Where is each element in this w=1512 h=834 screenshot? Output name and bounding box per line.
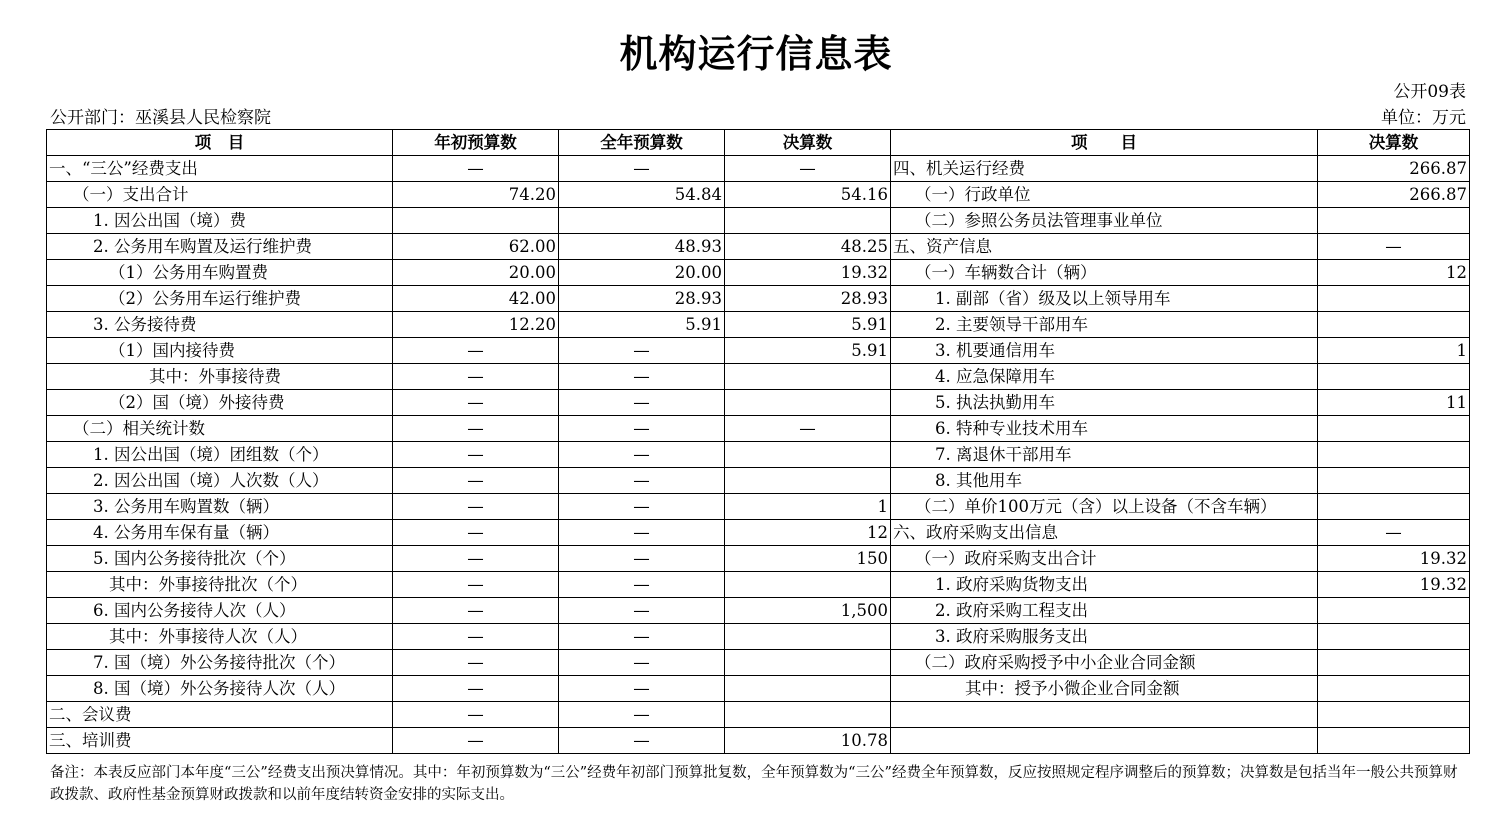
right-item-label: 1. 政府采购货物支出 (891, 572, 1318, 598)
final-cell (725, 572, 891, 598)
right-item-label: 1. 副部（省）级及以上领导用车 (891, 286, 1318, 312)
budget-initial-cell: — (393, 650, 559, 676)
budget-full-cell: — (559, 650, 725, 676)
right-item-label: 3. 政府采购服务支出 (891, 624, 1318, 650)
final-cell: 1,500 (725, 598, 891, 624)
left-item-label: 1. 因公出国（境）团组数（个） (47, 442, 393, 468)
right-final-cell (1318, 676, 1470, 702)
budget-initial-cell: 74.20 (393, 182, 559, 208)
final-cell: 12 (725, 520, 891, 546)
header-final-right: 决算数 (1318, 130, 1470, 156)
table-row (47, 650, 1470, 676)
budget-initial-cell: — (393, 390, 559, 416)
right-item-label: 2. 主要领导干部用车 (891, 312, 1318, 338)
table-row (47, 468, 1470, 494)
right-item-label: 2. 政府采购工程支出 (891, 598, 1318, 624)
budget-full-cell: — (559, 416, 725, 442)
budget-full-cell: 28.93 (559, 286, 725, 312)
left-item-label: 8. 国（境）外公务接待人次（人） (47, 676, 393, 702)
right-item-label: 5. 执法执勤用车 (891, 390, 1318, 416)
final-cell (725, 364, 891, 390)
right-item-label: 4. 应急保障用车 (891, 364, 1318, 390)
right-final-cell (1318, 702, 1470, 728)
budget-full-cell: — (559, 676, 725, 702)
final-cell: 5.91 (725, 338, 891, 364)
budget-full-cell: — (559, 442, 725, 468)
budget-initial-cell: — (393, 546, 559, 572)
header-final: 决算数 (725, 130, 891, 156)
right-final-cell: 1 (1318, 338, 1470, 364)
table-row (47, 494, 1470, 520)
budget-full-cell: — (559, 494, 725, 520)
header-budget-full: 全年预算数 (559, 130, 725, 156)
budget-initial-cell: — (393, 598, 559, 624)
budget-initial-cell: — (393, 468, 559, 494)
right-final-cell (1318, 468, 1470, 494)
budget-initial-cell: — (393, 676, 559, 702)
left-item-label: 2. 因公出国（境）人次数（人） (47, 468, 393, 494)
budget-initial-cell: — (393, 442, 559, 468)
budget-full-cell: — (559, 546, 725, 572)
right-final-cell (1318, 286, 1470, 312)
right-item-label: （一）车辆数合计（辆） (891, 260, 1318, 286)
right-item-label: 五、资产信息 (891, 234, 1318, 260)
table-row (47, 676, 1470, 702)
header-budget-initial: 年初预算数 (393, 130, 559, 156)
left-item-label: 2. 公务用车购置及运行维护费 (47, 234, 393, 260)
table-row (47, 312, 1470, 338)
right-item-label: 3. 机要通信用车 (891, 338, 1318, 364)
right-item-label: 四、机关运行经费 (891, 156, 1318, 182)
table-row (47, 598, 1470, 624)
table-row (47, 260, 1470, 286)
right-final-cell (1318, 624, 1470, 650)
budget-full-cell: — (559, 468, 725, 494)
form-number: 公开09表 (1393, 82, 1466, 102)
budget-full-cell: — (559, 338, 725, 364)
budget-initial-cell: — (393, 572, 559, 598)
final-cell: 54.16 (725, 182, 891, 208)
right-final-cell: 19.32 (1318, 546, 1470, 572)
department-label: 公开部门：巫溪县人民检察院 (50, 108, 271, 128)
right-item-label: （二）参照公务员法管理事业单位 (891, 208, 1318, 234)
header-item: 项 目 (47, 130, 393, 156)
table-row (47, 546, 1470, 572)
left-item-label: 1. 因公出国（境）费 (47, 208, 393, 234)
final-cell (725, 676, 891, 702)
left-item-label: 其中：外事接待批次（个） (47, 572, 393, 598)
table-row (47, 442, 1470, 468)
budget-full-cell: 48.93 (559, 234, 725, 260)
unit-label: 单位：万元 (1381, 108, 1466, 128)
budget-full-cell: 5.91 (559, 312, 725, 338)
left-item-label: 3. 公务用车购置数（辆） (47, 494, 393, 520)
right-final-cell (1318, 650, 1470, 676)
budget-full-cell: — (559, 390, 725, 416)
table-row (47, 286, 1470, 312)
right-item-label: 6. 特种专业技术用车 (891, 416, 1318, 442)
final-cell (725, 650, 891, 676)
right-item-label: （一）政府采购支出合计 (891, 546, 1318, 572)
right-final-cell (1318, 312, 1470, 338)
budget-initial-cell: — (393, 416, 559, 442)
budget-initial-cell: — (393, 156, 559, 182)
left-item-label: 7. 国（境）外公务接待批次（个） (47, 650, 393, 676)
budget-initial-cell: — (393, 624, 559, 650)
budget-initial-cell: — (393, 364, 559, 390)
table-row (47, 208, 1470, 234)
budget-initial-cell: — (393, 728, 559, 754)
right-item-label (891, 728, 1318, 754)
right-final-cell (1318, 416, 1470, 442)
left-item-label: （1）国内接待费 (47, 338, 393, 364)
right-final-cell (1318, 728, 1470, 754)
final-cell: — (725, 416, 891, 442)
final-cell: 10.78 (725, 728, 891, 754)
final-cell (725, 702, 891, 728)
final-cell: 28.93 (725, 286, 891, 312)
right-item-label: （一）行政单位 (891, 182, 1318, 208)
table-row (47, 702, 1470, 728)
final-cell: 1 (725, 494, 891, 520)
budget-initial-cell: — (393, 494, 559, 520)
final-cell (725, 208, 891, 234)
table-header-row (47, 130, 1470, 156)
budget-full-cell: — (559, 598, 725, 624)
right-final-cell: 266.87 (1318, 156, 1470, 182)
left-item-label: 一、“三公”经费支出 (47, 156, 393, 182)
budget-full-cell: 54.84 (559, 182, 725, 208)
table-row (47, 520, 1470, 546)
budget-initial-cell: 12.20 (393, 312, 559, 338)
left-item-label: 6. 国内公务接待人次（人） (47, 598, 393, 624)
right-final-cell (1318, 364, 1470, 390)
budget-initial-cell: 42.00 (393, 286, 559, 312)
budget-full-cell: — (559, 520, 725, 546)
final-cell (725, 624, 891, 650)
budget-initial-cell: — (393, 520, 559, 546)
budget-initial-cell: — (393, 702, 559, 728)
budget-initial-cell: 62.00 (393, 234, 559, 260)
table-row (47, 156, 1470, 182)
left-item-label: （二）相关统计数 (47, 416, 393, 442)
right-item-label: 其中：授予小微企业合同金额 (891, 676, 1318, 702)
footnote: 备注：本表反应部门本年度“三公”经费支出预决算情况。其中：年初预算数为“三公”经费年初部门预算批复数，全年预算数为“三公”经费全年预算数，反应按照规定程序调整后的预算数；决算数是包括当年一般公共预算财政拨款、政府性基金预算财政拨款和以前年度结转资金安排的实际支出。 (50, 765, 1458, 803)
final-cell (725, 442, 891, 468)
right-item-label (891, 702, 1318, 728)
right-final-cell: — (1318, 234, 1470, 260)
right-final-cell: 11 (1318, 390, 1470, 416)
table-row (47, 182, 1470, 208)
left-item-label: （一）支出合计 (47, 182, 393, 208)
budget-full-cell: 20.00 (559, 260, 725, 286)
budget-full-cell: — (559, 728, 725, 754)
table-row (47, 728, 1470, 754)
table-row (47, 572, 1470, 598)
table-row (47, 234, 1470, 260)
budget-initial-cell: — (393, 338, 559, 364)
left-item-label: 4. 公务用车保有量（辆） (47, 520, 393, 546)
final-cell: 48.25 (725, 234, 891, 260)
table-row (47, 364, 1470, 390)
right-final-cell (1318, 208, 1470, 234)
budget-full-cell: — (559, 624, 725, 650)
right-final-cell (1318, 494, 1470, 520)
right-final-cell: — (1318, 520, 1470, 546)
right-item-label: 7. 离退休干部用车 (891, 442, 1318, 468)
budget-full-cell (559, 208, 725, 234)
budget-full-cell: — (559, 156, 725, 182)
final-cell: 5.91 (725, 312, 891, 338)
right-item-label: （二）单价100万元（含）以上设备（不含车辆） (891, 494, 1318, 520)
right-final-cell (1318, 598, 1470, 624)
header-item-right: 项 目 (891, 130, 1318, 156)
final-cell: — (725, 156, 891, 182)
right-item-label: 8. 其他用车 (891, 468, 1318, 494)
info-table (46, 129, 1470, 754)
left-item-label: 其中：外事接待人次（人） (47, 624, 393, 650)
left-item-label: 5. 国内公务接待批次（个） (47, 546, 393, 572)
final-cell: 150 (725, 546, 891, 572)
right-final-cell (1318, 442, 1470, 468)
final-cell: 19.32 (725, 260, 891, 286)
final-cell (725, 390, 891, 416)
left-item-label: 其中：外事接待费 (47, 364, 393, 390)
budget-initial-cell (393, 208, 559, 234)
table-row (47, 416, 1470, 442)
page-title: 机构运行信息表 (619, 32, 893, 76)
final-cell (725, 468, 891, 494)
left-item-label: （1）公务用车购置费 (47, 260, 393, 286)
right-final-cell: 12 (1318, 260, 1470, 286)
right-final-cell: 266.87 (1318, 182, 1470, 208)
left-item-label: （2）国（境）外接待费 (47, 390, 393, 416)
budget-full-cell: — (559, 572, 725, 598)
budget-full-cell: — (559, 364, 725, 390)
budget-full-cell: — (559, 702, 725, 728)
table-row (47, 390, 1470, 416)
budget-initial-cell: 20.00 (393, 260, 559, 286)
right-final-cell: 19.32 (1318, 572, 1470, 598)
left-item-label: 3. 公务接待费 (47, 312, 393, 338)
table-row (47, 624, 1470, 650)
left-item-label: （2）公务用车运行维护费 (47, 286, 393, 312)
left-item-label: 三、培训费 (47, 728, 393, 754)
right-item-label: 六、政府采购支出信息 (891, 520, 1318, 546)
right-item-label: （二）政府采购授予中小企业合同金额 (891, 650, 1318, 676)
table-row (47, 338, 1470, 364)
left-item-label: 二、会议费 (47, 702, 393, 728)
